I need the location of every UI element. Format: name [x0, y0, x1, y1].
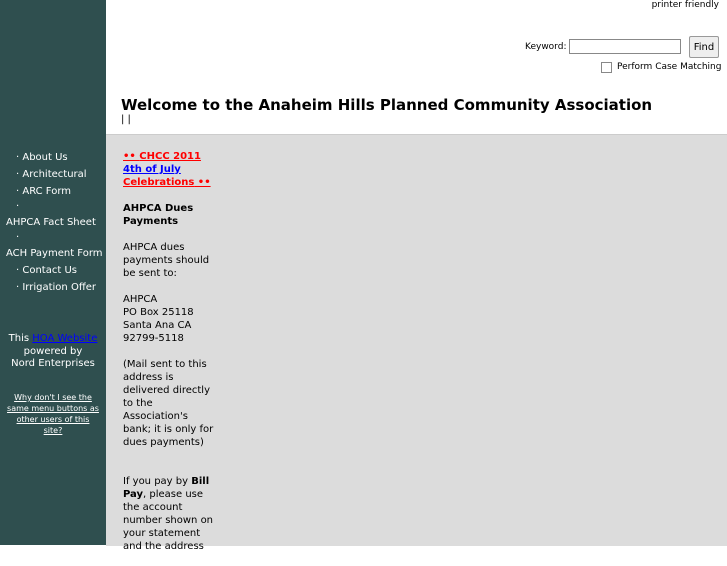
- why-menu-note: [6, 392, 100, 436]
- sidebar-item-architectural[interactable]: · Architectural: [16, 169, 87, 180]
- mailing-address: [123, 293, 215, 345]
- credit-prefix: This: [8, 333, 33, 344]
- main-area: [106, 0, 727, 552]
- address-line-4: 92799-5118: [123, 333, 184, 344]
- link-part-1: CHCC 2011: [139, 151, 201, 162]
- credit-line-2: powered by: [23, 346, 83, 357]
- sidebar-item-irrigation-offer[interactable]: · Irrigation Offer: [16, 282, 96, 293]
- billpay-post: , please use the account number shown on your statement and the address: [123, 489, 214, 552]
- sidebar-bullet: ·: [16, 201, 20, 212]
- dues-heading: AHPCA Dues Payments: [123, 203, 194, 227]
- sidebar-bullet: ·: [16, 232, 20, 243]
- content-area: [106, 134, 727, 552]
- address-line-3: Santa Ana CA: [123, 320, 192, 331]
- page-title: Welcome to the Anaheim Hills Planned Community Association: [121, 96, 653, 114]
- sidebar-item-arc-form[interactable]: · ARC Form: [16, 186, 71, 197]
- link-part-3: Celebrations: [123, 177, 195, 188]
- sidebar-item-fact-sheet[interactable]: AHPCA Fact Sheet: [6, 217, 96, 228]
- billpay-text: [123, 475, 215, 553]
- credit-line-1: [0, 333, 106, 345]
- keyword-input[interactable]: [569, 39, 681, 54]
- sidebar-item-contact-us[interactable]: · Contact Us: [16, 265, 77, 276]
- dues-text: AHPCA dues payments should be sent to:: [123, 242, 210, 279]
- link-part-2: 4th of July: [123, 164, 181, 175]
- sidebar-item-ach-payment-form[interactable]: ACH Payment Form: [6, 248, 103, 259]
- keyword-label: Keyword:: [525, 42, 567, 52]
- celebration-link[interactable]: [123, 150, 215, 189]
- link-dots-left: ••: [123, 151, 140, 162]
- address-line-2: PO Box 25118: [123, 307, 194, 318]
- case-matching-label: Perform Case Matching: [617, 62, 722, 72]
- hoa-website-link[interactable]: HOA Website: [32, 333, 98, 344]
- case-matching-checkbox[interactable]: [601, 62, 612, 73]
- mail-note: (Mail sent to this address is delivered directly to the Association's bank; it is only for dues payments): [123, 359, 214, 448]
- sidebar-item-about-us[interactable]: · About Us: [16, 152, 68, 163]
- address-line-1: AHPCA: [123, 294, 158, 305]
- credit-line-3: Nord Enterprises: [11, 358, 95, 369]
- find-button[interactable]: Find: [689, 36, 719, 58]
- link-dots-right: ••: [194, 177, 211, 188]
- title-separator: | |: [121, 114, 131, 125]
- printer-friendly-link[interactable]: printer friendly: [651, 0, 719, 10]
- billpay-pre: If you pay by: [123, 476, 192, 487]
- content-column: [123, 150, 215, 566]
- why-menu-link[interactable]: Why don't I see the same menu buttons as other users of this site?: [7, 393, 99, 435]
- sidebar: [0, 0, 106, 545]
- billpay-bold: Bill Pay: [123, 476, 210, 500]
